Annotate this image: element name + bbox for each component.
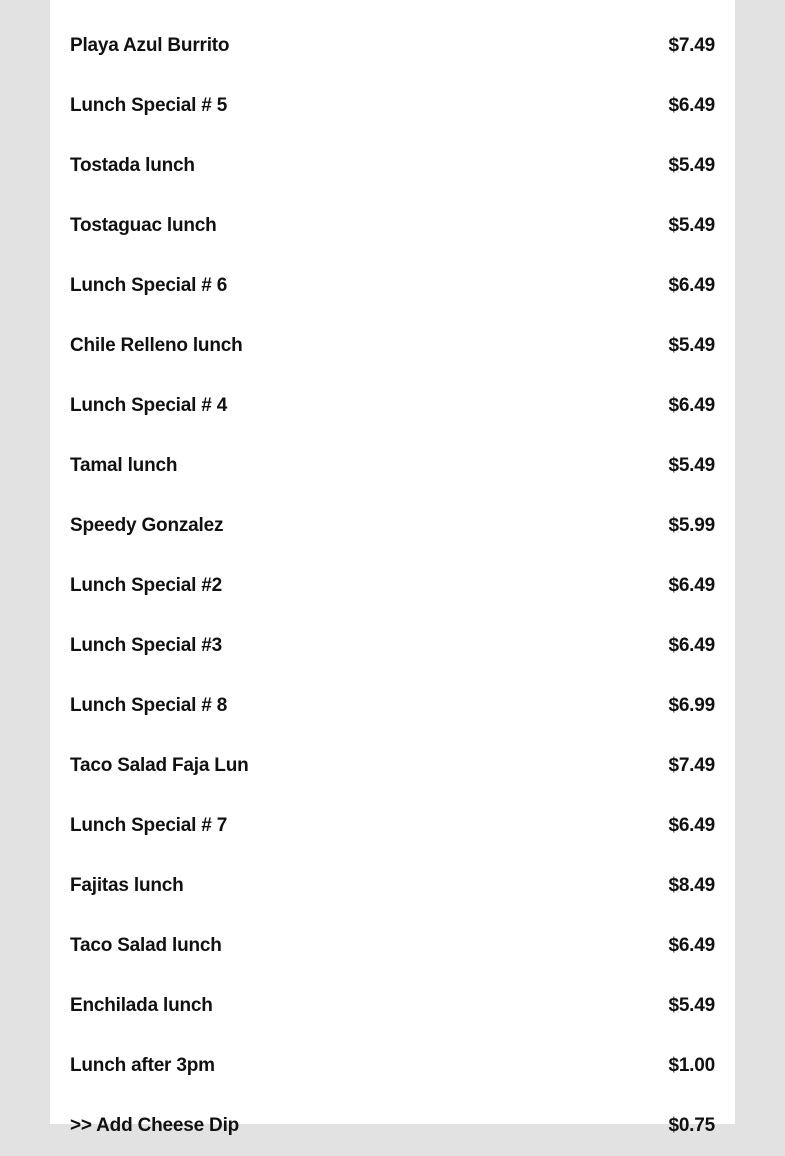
menu-item-price: $5.49 [668,335,715,356]
menu-item-name: Chile Relleno lunch [70,335,243,356]
menu-item-name: >> Add Cheese Dip [70,1115,240,1136]
menu-item-price: $8.49 [668,875,715,896]
menu-item-price: $6.99 [668,695,715,716]
menu-item[interactable] [50,916,735,976]
menu-item[interactable] [50,136,735,196]
menu-item-name: Taco Salad lunch [70,935,222,956]
menu-item-price: $6.49 [668,575,715,596]
menu-item-price: $6.49 [668,395,715,416]
menu-item-name: Enchilada lunch [70,995,213,1016]
menu-item[interactable] [50,616,735,676]
menu-item-name: Tostada lunch [70,155,195,176]
menu-item-price: $5.49 [668,215,715,236]
menu-item[interactable] [50,856,735,916]
menu-item[interactable] [50,1036,735,1096]
menu-item-name: Lunch Special # 5 [70,95,228,116]
menu-item-price: $6.49 [668,815,715,836]
menu-item-name: Lunch Special #3 [70,635,223,656]
menu-item-price: $5.49 [668,155,715,176]
menu-item-name: Tostaguac lunch [70,215,217,236]
menu-item-price: $6.49 [668,95,715,116]
menu-item-name: Tamal lunch [70,455,178,476]
menu-item-name: Lunch Special # 4 [70,395,228,416]
menu-item-price: $5.99 [668,515,715,536]
menu-item[interactable] [50,256,735,316]
menu-item[interactable] [50,376,735,436]
menu-item[interactable] [50,976,735,1036]
menu-item-name: Taco Salad Faja Lun [70,755,249,776]
menu-item[interactable] [50,496,735,556]
menu-item[interactable] [50,196,735,256]
menu-item-name: Lunch Special # 7 [70,815,228,836]
menu-item-price: $6.49 [668,275,715,296]
menu-item-name: Lunch Special # 6 [70,275,228,296]
menu-item-price: $5.49 [668,455,715,476]
menu-item-price: $5.49 [668,995,715,1016]
menu-item-name: Speedy Gonzalez [70,515,224,536]
menu-item-name: Lunch Special # 8 [70,695,228,716]
menu-item[interactable] [50,736,735,796]
menu-item-name: Playa Azul Burrito [70,35,230,56]
menu-item[interactable] [50,556,735,616]
menu-item-name: Lunch after 3pm [70,1055,215,1076]
menu-item-price: $6.49 [668,635,715,656]
menu-item-price: $6.49 [668,935,715,956]
menu-item[interactable] [50,1096,735,1156]
menu-item-price: $7.49 [668,755,715,776]
menu-item-name: Lunch Special #2 [70,575,223,596]
menu-item[interactable] [50,436,735,496]
menu-item[interactable] [50,796,735,856]
menu-item[interactable] [50,676,735,736]
menu-item-price: $0.75 [668,1115,715,1136]
menu-item[interactable] [50,316,735,376]
menu-item[interactable] [50,76,735,136]
menu-item-name: Fajitas lunch [70,875,184,896]
menu-panel [50,0,735,1136]
menu-item[interactable] [50,16,735,76]
menu-list [50,16,735,1156]
menu-item-price: $1.00 [668,1055,715,1076]
menu-item-price: $7.49 [668,35,715,56]
